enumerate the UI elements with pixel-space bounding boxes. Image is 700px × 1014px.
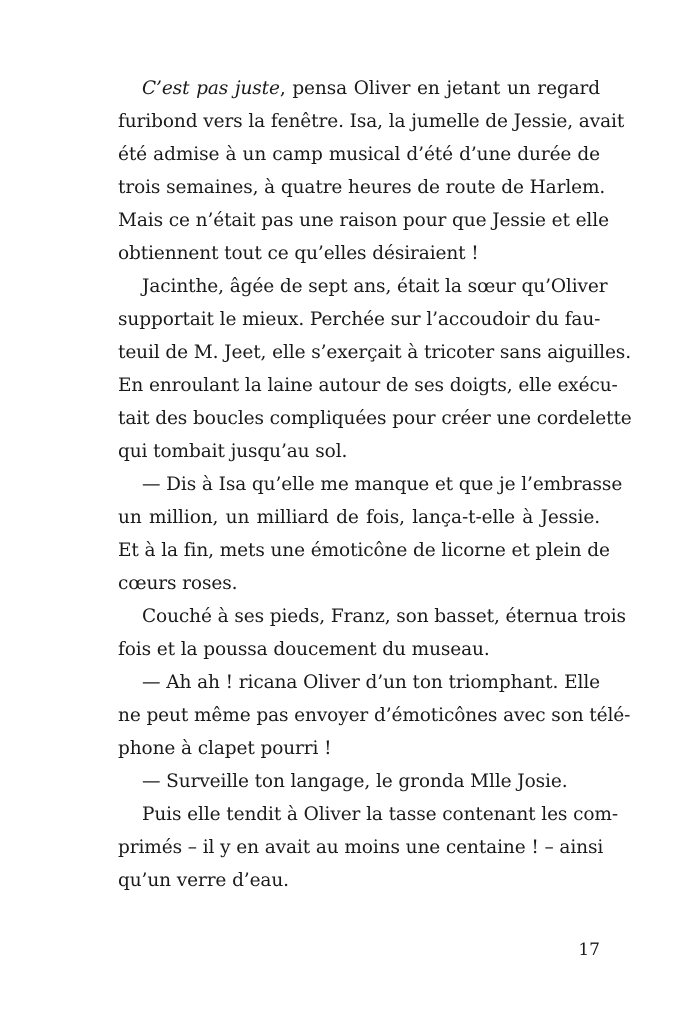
- text-line: trois semaines, à quatre heures de route de Harlem.: [118, 177, 606, 198]
- paragraph: [118, 270, 632, 468]
- text-line: teuil de M. Jeet, elle s’exerçait à tricoter sans aiguilles.: [118, 342, 631, 363]
- text-line: Mais ce n’était pas une raison pour que Jessie et elle: [118, 210, 609, 231]
- text-line: obtiennent tout ce qu’elles désiraient !: [118, 243, 479, 264]
- text-line: Puis elle tendit à Oliver la tasse contenant les com-: [142, 804, 618, 825]
- text-line: été admise à un camp musical d’été d’une durée de: [118, 144, 600, 165]
- text-line: Et à la fin, mets une émoticône de licorne et plein de: [118, 540, 610, 561]
- paragraph: [118, 666, 631, 765]
- paragraph: [118, 798, 618, 897]
- text-line: Jacinthe, âgée de sept ans, était la sœur qu’Oliver: [142, 276, 608, 297]
- text-line: — Surveille ton langage, le gronda Mlle Josie.: [142, 771, 568, 792]
- text-line: primés – il y en avait au moins une centaine ! – ainsi: [118, 837, 604, 858]
- text-line: qui tombait jusqu’au sol.: [118, 441, 348, 462]
- text-line: fois et la poussa doucement du museau.: [118, 639, 490, 660]
- italic-phrase: C’est pas juste: [142, 78, 280, 99]
- text-line: ne peut même pas envoyer d’émoticônes avec son télé-: [118, 705, 631, 726]
- text-line: En enroulant la laine autour de ses doigts, elle exécu-: [118, 375, 618, 396]
- text-line: un million, un milliard de fois, lança-t-elle à Jessie.: [118, 507, 600, 528]
- page-number: 17: [578, 940, 600, 960]
- text-line: Couché à ses pieds, Franz, son basset, éternua trois: [142, 606, 626, 627]
- paragraph: [118, 72, 625, 270]
- text-line: C’est pas juste, pensa Oliver en jetant un regard: [142, 78, 600, 99]
- text-line: supportait le mieux. Perchée sur l’accoudoir du fau-: [118, 309, 601, 330]
- text-line: — Ah ah ! ricana Oliver d’un ton triomphant. Elle: [142, 672, 600, 693]
- text-line: — Dis à Isa qu’elle me manque et que je l’embrasse: [142, 474, 623, 495]
- paragraph: [118, 600, 626, 666]
- page-body: [118, 72, 632, 897]
- paragraph: [118, 468, 623, 600]
- paragraph: [118, 765, 600, 798]
- text-line: furibond vers la fenêtre. Isa, la jumelle de Jessie, avait: [118, 111, 625, 132]
- text-line: qu’un verre d’eau.: [118, 870, 289, 891]
- text-line: tait des boucles compliquées pour créer une cordelette: [118, 408, 632, 429]
- text-line: cœurs roses.: [118, 573, 238, 594]
- text-line: phone à clapet pourri !: [118, 738, 332, 759]
